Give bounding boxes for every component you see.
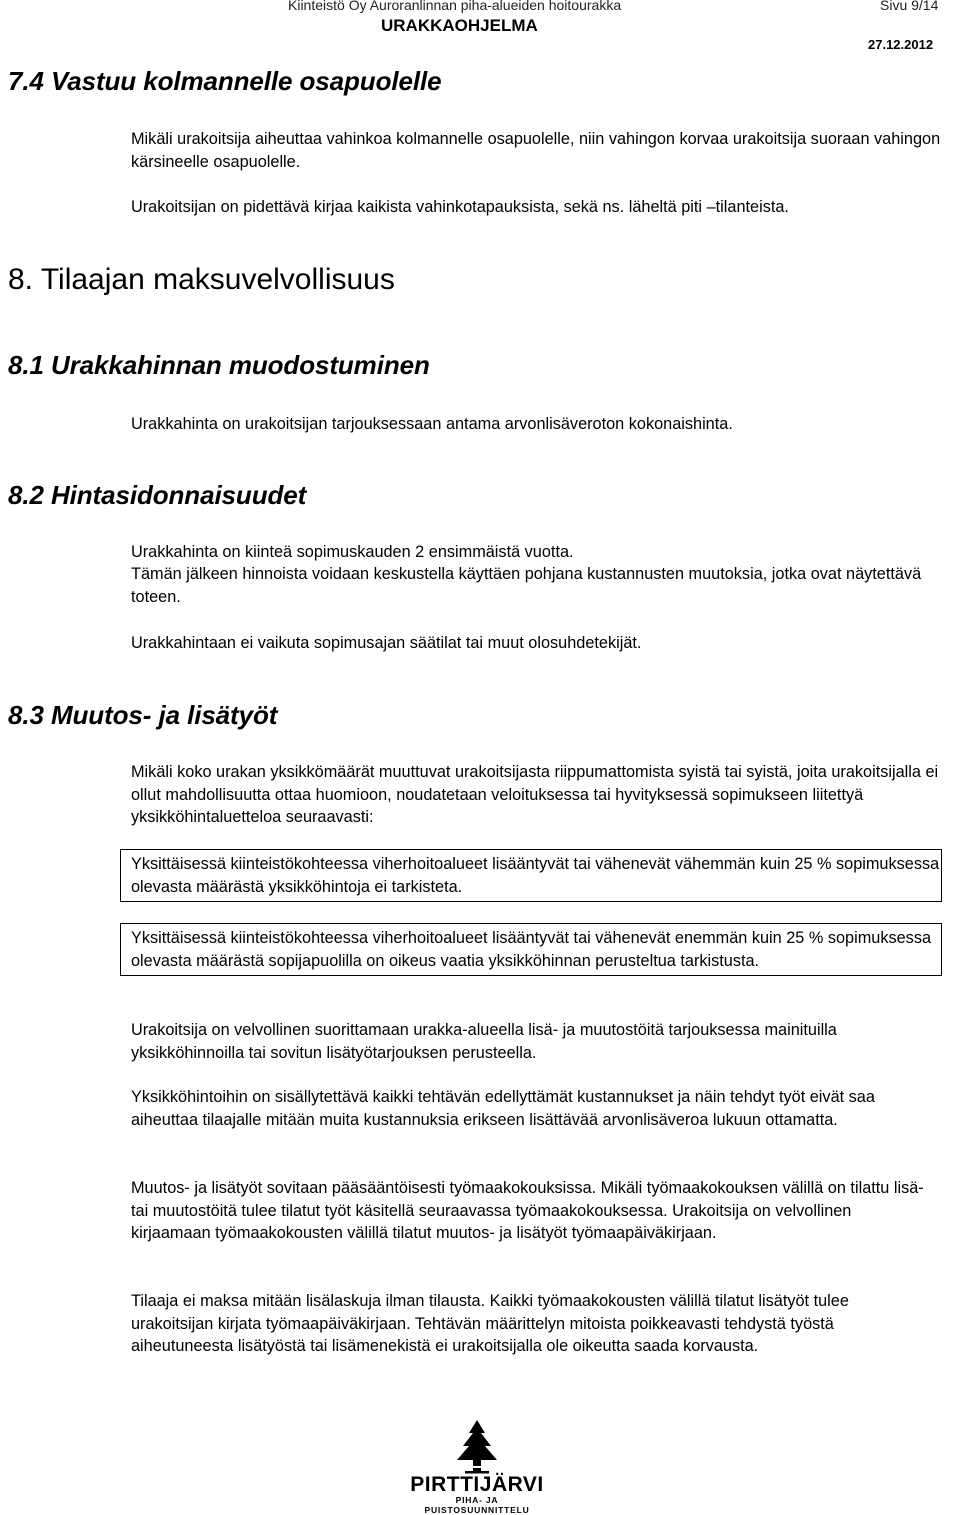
paragraph-8-1-1: Urakkahinta on urakoitsijan tarjouksessaan antama arvonlisäveroton kokonaishinta. (131, 415, 733, 433)
paragraph-8-2-1: Urakkahinta on kiinteä sopimuskauden 2 ensimmäistä vuotta. (131, 543, 574, 561)
paragraph-8-3-5: Tilaaja ei maksa mitään lisälaskuja ilman tilausta. Kaikki työmaakokousten välillä tilatut lisätyöt tulee urakoitsijan kirjata työmaapäiväkirjaan. Tehtävän määrittelyn mitoista poikkeavasti tehdystä työstä aiheutuneesta lisätyöstä tai lisämenekistä ei urakoitsijalla ole oikeutta saada korvausta. (131, 1292, 849, 1355)
paragraph-8-3-4: Muutos- ja lisätyöt sovitaan pääsääntöisesti työmaakokouksissa. Mikäli työmaakokouksen välillä on tilattu lisä- tai muutostöitä tulee tilatut työt käsitellä seuraavassa työmaakokouksessa. Urakoitsija on velvollinen kirjaamaan työmaakokousten välillä tilatut muutos- ja lisätyöt työmaapäiväkirjaan. (131, 1179, 924, 1242)
heading-7-4: 7.4 Vastuu kolmannelle osapuolelle (8, 66, 442, 96)
paragraph-7-4-2: Urakoitsijan on pidettävä kirjaa kaikista vahinkotapauksista, sekä ns. läheltä piti –tilanteista. (131, 198, 789, 216)
paragraph-8-2-2: Tämän jälkeen hinnoista voidaan keskustella käyttäen pohjana kustannusten muutoksia, jotka ovat näytettävä toteen. (131, 565, 922, 606)
paragraph-8-3-2: Urakoitsija on velvollinen suorittamaan urakka-alueella lisä- ja muutostöitä tarjouksessa mainituilla yksikköhinnoilla tai sovitun lisätyötarjouksen perusteella. (131, 1021, 837, 1062)
paragraph-8-3-3: Yksikköhintoihin on sisällytettävä kaikki tehtävän edellyttämät kustannukset ja näin tehdyt työt eivät saa aiheuttaa tilaajalle mitään muita kustannuksia erikseen lisättävää arvonlisäveroa lukuun ottamatta. (131, 1088, 875, 1129)
header-page-number: Sivu 9/14 (880, 0, 939, 13)
heading-8: 8. Tilaajan maksuvelvollisuus (8, 263, 395, 296)
header-title: URAKKAOHJELMA (381, 16, 538, 35)
paragraph-8-2-3: Urakkahintaan ei vaikuta sopimusajan säätilat tai muut olosuhdetekijät. (131, 634, 642, 652)
logo-subtitle: PIHA- JA PUISTOSUUNNITTELU (424, 1495, 530, 1515)
heading-8-3: 8.3 Muutos- ja lisätyöt (8, 700, 278, 730)
company-logo (402, 1419, 552, 1513)
header-date: 27.12.2012 (868, 37, 934, 52)
heading-8-1: 8.1 Urakkahinnan muodostuminen (8, 350, 430, 380)
fir-tree-icon (402, 1419, 552, 1475)
paragraph-7-4-1: Mikäli urakoitsija aiheuttaa vahinkoa kolmannelle osapuolelle, niin vahingon korvaa urakoitsija suoraan vahingon kärsineelle osapuolelle. (131, 130, 941, 171)
heading-8-2: 8.2 Hintasidonnaisuudet (8, 480, 307, 510)
boxed-rule-over-25: Yksittäisessä kiinteistökohteessa viherhoitoalueet lisääntyvät tai vähenevät enemmän kuin 25 % sopimuksessa olevasta määrästä sopijapuolilla on oikeus vaatia yksikköhinnan perusteltua tarkistusta. (120, 923, 942, 976)
boxed-rule-under-25: Yksittäisessä kiinteistökohteessa viherhoitoalueet lisääntyvät tai vähenevät vähemmän kuin 25 % sopimuksessa olevasta määrästä yksikköhintoja ei tarkisteta. (120, 849, 942, 902)
header-company: Kiinteistö Oy Auroranlinnan piha-alueiden hoitourakka (288, 0, 622, 13)
logo-name: PIRTTIJÄRVI (410, 1473, 544, 1496)
paragraph-8-3-1: Mikäli koko urakan yksikkömäärät muuttuvat urakoitsijasta riippumattomista syistä tai syistä, joita urakoitsijalla ei ollut mahdollisuutta ottaa huomioon, noudatetaan veloituksessa tai hyvityksessä sopimukseen liitettyä yksikköhintaluetteloa seuraavasti: (131, 763, 939, 826)
